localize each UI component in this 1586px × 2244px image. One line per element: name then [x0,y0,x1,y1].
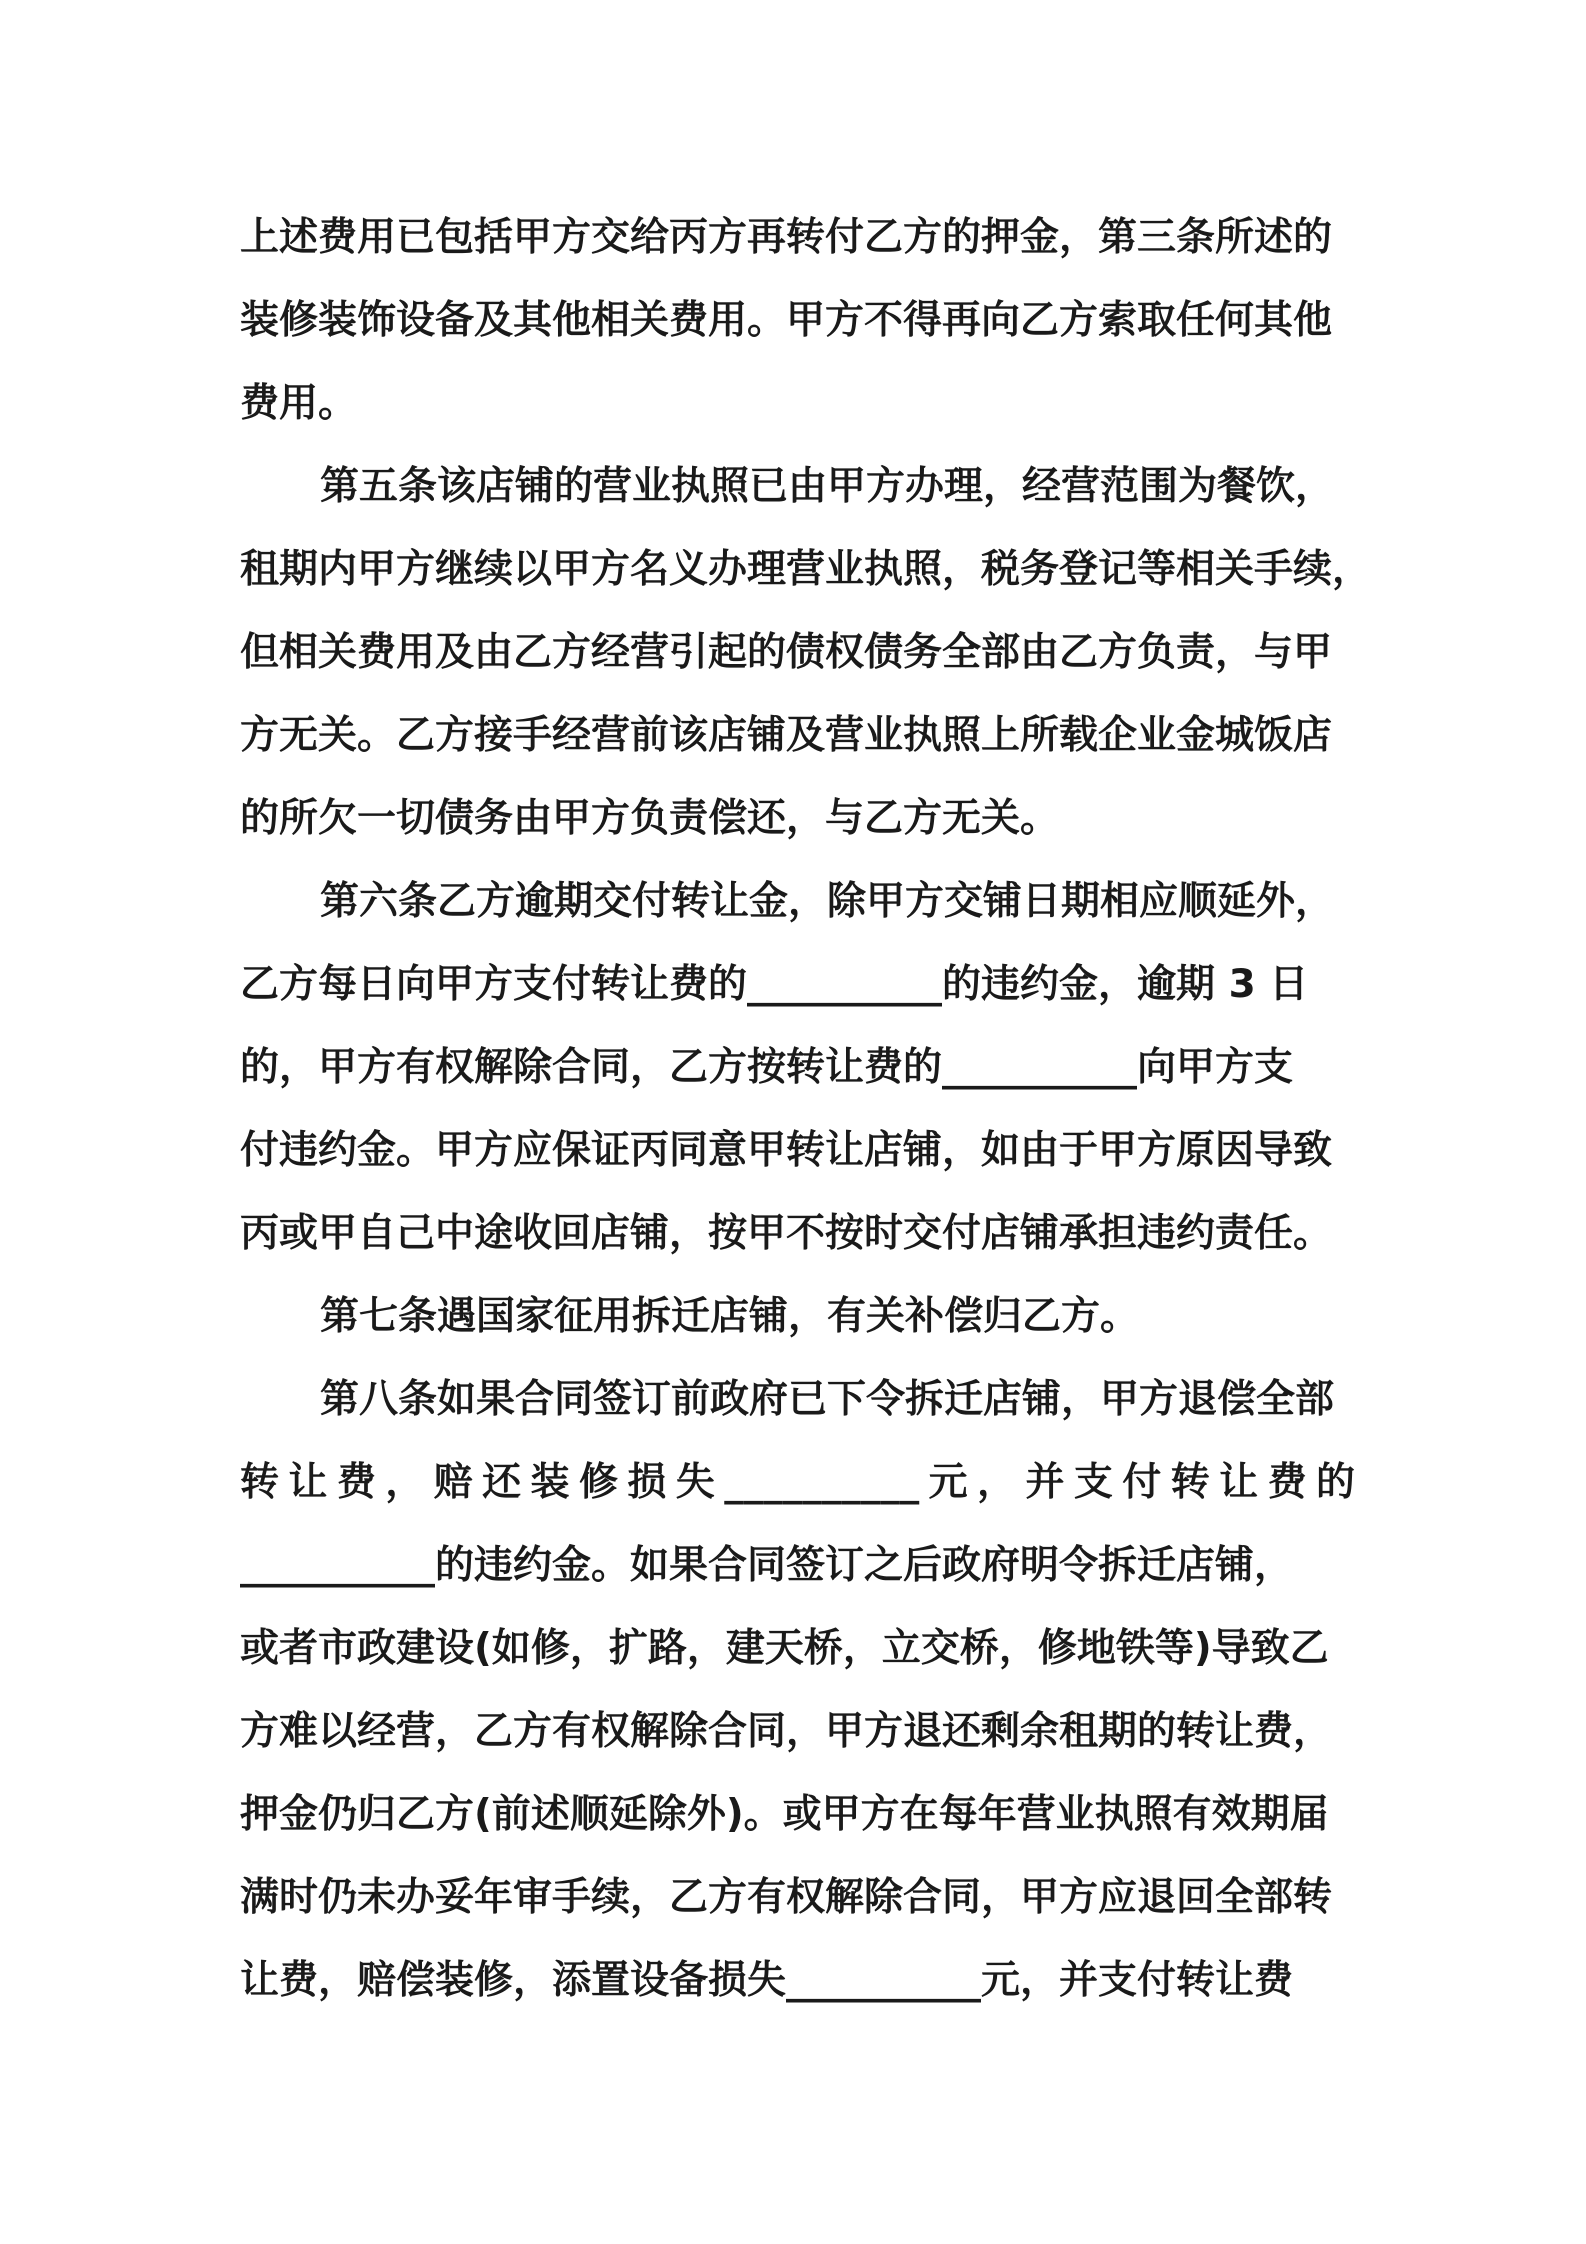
text-line: 或者市政建设(如修，扩路，建天桥，立交桥，修地铁等)导致乙 [240,1626,1329,1671]
paragraph-start-article-8: 第八条如果合同签订前政府已下令拆迁店铺，甲方退偿全部 [320,1377,1335,1422]
text-line: 的，甲方有权解除合同，乙方按转让费的__________向甲方支 [240,1045,1294,1090]
text-line: 丙或甲自己中途收回店铺，按甲不按时交付店铺承担违约责任。 [240,1211,1333,1256]
text-line: 让费，赔偿装修，添置设备损失__________元，并支付转让费 [240,1958,1294,2003]
text-line: 的所欠一切债务由甲方负责偿还，与乙方无关。 [240,796,1060,841]
contract-text [240,196,1370,2022]
paragraph-start-article-5: 第五条该店铺的营业执照已由甲方办理，经营范围为餐饮， [320,464,1335,509]
text-line: 租期内甲方继续以甲方名义办理营业执照，税务登记等相关手续， [240,547,1372,592]
text-line: __________的违约金。如果合同签订之后政府明令拆迁店铺， [240,1543,1294,1588]
text-line: 乙方每日向甲方支付转让费的__________的违约金，逾期 3 日 [240,962,1309,1007]
text-line: 上述费用已包括甲方交给丙方再转付乙方的押金，第三条所述的 [240,215,1333,260]
paragraph-start-article-6: 第六条乙方逾期交付转让金，除甲方交铺日期相应顺延外， [320,879,1335,924]
text-line: 方无关。乙方接手经营前该店铺及营业执照上所载企业金城饭店 [240,713,1333,758]
text-line: 方难以经营，乙方有权解除合同，甲方退还剩余租期的转让费， [240,1709,1333,1754]
text-line: 押金仍归乙方(前述顺延除外)。或甲方在每年营业执照有效期届 [240,1792,1329,1837]
text-line: 满时仍未办妥年审手续，乙方有权解除合同，甲方应退回全部转 [240,1875,1333,1920]
text-line: 付违约金。甲方应保证丙同意甲转让店铺，如由于甲方原因导致 [240,1128,1333,1173]
paragraph-article-7: 第七条遇国家征用拆迁店铺，有关补偿归乙方。 [320,1294,1140,1339]
text-line: 装修装饰设备及其他相关费用。甲方不得再向乙方索取任何其他 [240,298,1333,343]
text-line-justified: 转让费，赔还装修损失__________元，并支付转让费的 [240,1460,1355,1505]
text-line: 费用。 [240,381,358,426]
text-line: 但相关费用及由乙方经营引起的债权债务全部由乙方负责，与甲 [240,630,1333,675]
